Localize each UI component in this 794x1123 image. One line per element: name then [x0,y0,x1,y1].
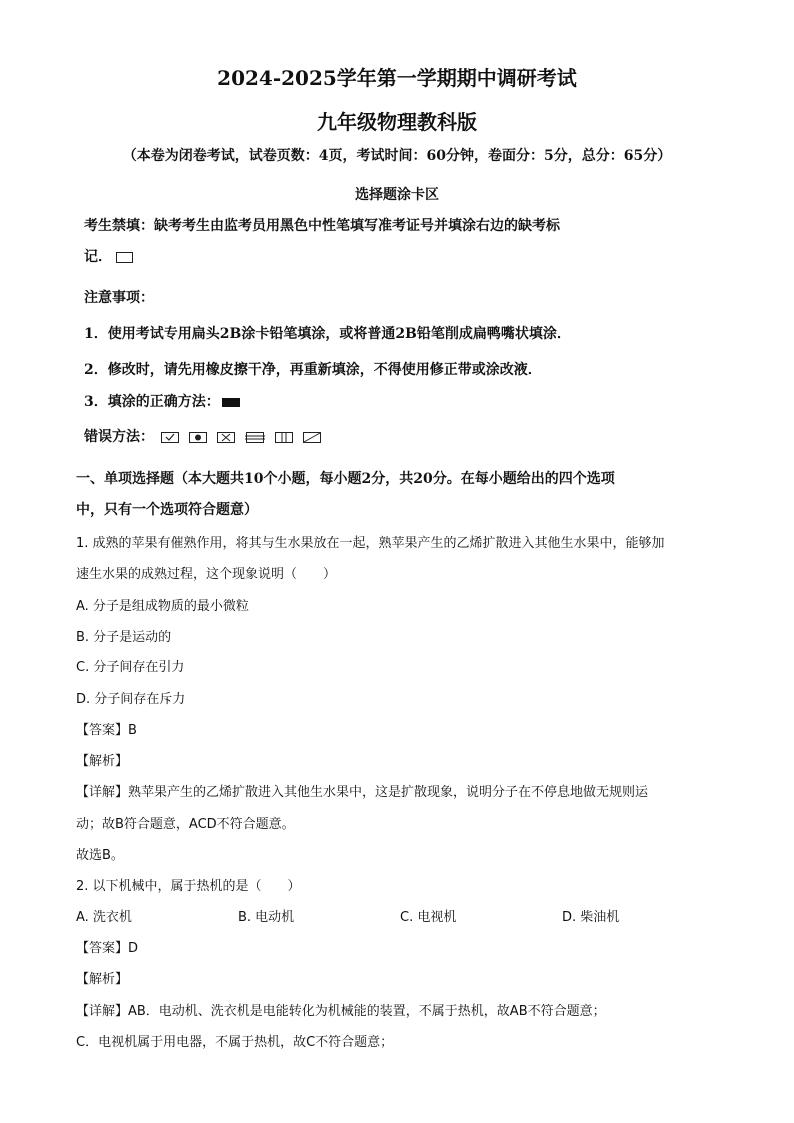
note-3 [84,391,240,411]
absent-notice-line1: 考生禁填：缺考考生由监考员用黑色中性笔填写准考证号并填涂右边的缺考标 [84,218,560,234]
q1-option-a: A. 分子是组成物质的最小微粒 [76,599,249,614]
q1-analysis: 【解析】 [76,754,129,769]
absent-notice-line2 [84,246,133,266]
q1-detail-line2: 动；故B符合题意，ACD不符合题意。 [76,817,295,832]
q1-detail-line1: 【详解】熟苹果产生的乙烯扩散进入其他生水果中，这是扩散现象，说明分子在不停息地做无规则运 [76,785,649,800]
q1-stem-line2: 速生水果的成熟过程，这个现象说明（ ） [76,567,337,582]
wrong-methods-label: 错误方法： [84,429,154,445]
absent-notice-text: 记． [84,249,112,265]
q2-analysis: 【解析】 [76,972,129,987]
answer-card-heading: 选择题涂卡区 [355,187,439,203]
q2-option-a: A. 洗衣机 [76,910,132,925]
q2-answer: 【答案】D [76,941,139,956]
check-mark-icon [161,432,179,443]
wrong-methods-icons [161,432,321,443]
q2-detail-line1: 【详解】AB．电动机、洗衣机是电能转化为机械能的装置，不属于热机，故AB不符合题意； [76,1004,606,1019]
q1-option-c: C. 分子间存在引力 [76,660,185,675]
slash-mark-icon [303,432,321,443]
q1-stem-line1: 1. 成熟的苹果有催熟作用，将其与生水果放在一起，熟苹果产生的乙烯扩散进入其他生水果中，能够加 [76,536,665,551]
absent-mark-box-icon [116,252,133,263]
note-1: 1．使用考试专用扁头2B涂卡铅笔填涂，或将普通2B铅笔削成扁鸭嘴状填涂． [84,326,571,342]
note-2: 2．修改时，请先用橡皮擦干净，再重新填涂，不得使用修正带或涂改液． [84,362,542,378]
split-mark-icon [275,432,293,443]
correct-fill-icon [222,398,240,407]
q2-option-b: B. 电动机 [238,910,295,925]
exam-subtitle: 九年级物理教科版 [317,110,477,134]
q2-option-d: D. 柴油机 [562,910,620,925]
notes-heading: 注意事项： [84,290,154,306]
note-3-text: 3．填涂的正确方法： [84,394,220,410]
dot-mark-icon [189,432,207,443]
section1-heading-line2: 中，只有一个选项符合题意） [76,502,258,518]
q2-stem: 2. 以下机械中，属于热机的是（ ） [76,879,301,894]
wrong-methods [84,426,321,446]
cross-mark-icon [217,432,235,443]
q2-detail-line2: C．电视机属于用电器，不属于热机，故C不符合题意； [76,1035,394,1050]
q1-option-d: D. 分子间存在斥力 [76,692,186,707]
exam-info: （本卷为闭卷考试，试卷页数：4页，考试时间：60分钟，卷面分：5分，总分：65分） [122,148,672,164]
q1-conclusion: 故选B。 [76,848,124,863]
q1-option-b: B. 分子是运动的 [76,630,172,645]
q2-option-c: C. 电视机 [400,910,457,925]
dash-mark-icon [245,432,265,443]
section1-heading-line1: 一、单项选择题（本大题共10个小题，每小题2分，共20分。在每小题给出的四个选项 [76,471,615,487]
exam-title: 2024-2025学年第一学期期中调研考试 [217,66,577,90]
q1-answer: 【答案】B [76,723,137,738]
